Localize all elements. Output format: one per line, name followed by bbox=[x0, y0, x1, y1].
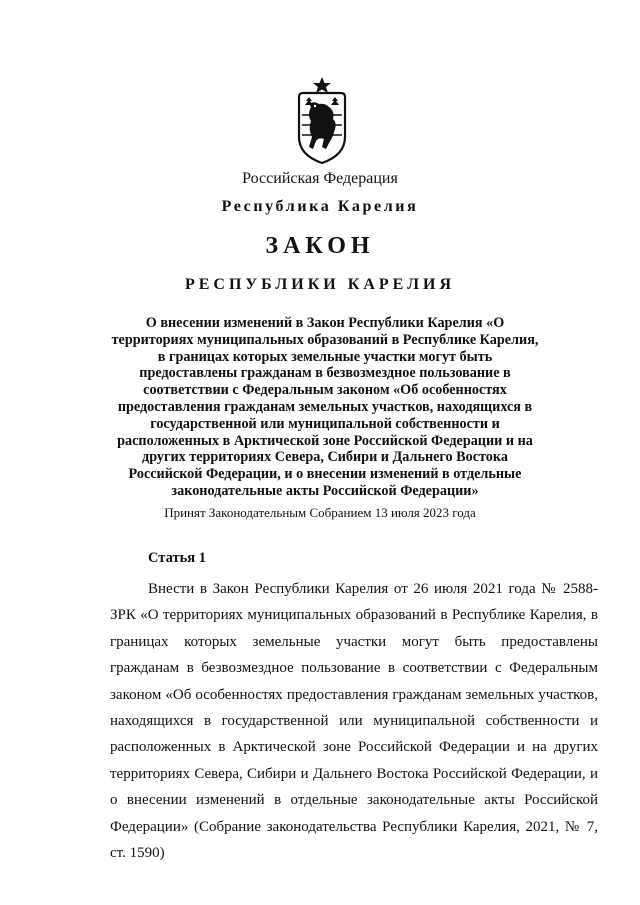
karelia-coat-of-arms-icon bbox=[293, 75, 351, 165]
article-1-text: Внести в Закон Республики Карелия от 26 июля 2021 года № 2588-ЗРК «О территориях муниципальных образований в Республике Карелия, в границах которых земельные участки могут быть предоставлены гражданам в безвозмездное пользование в соответствии с Федеральным законом «Об особенностях предоставления гражданам земельных участков, находящихся в государственной или муниципальной собственности и расположенных в Арктической зоне Российской Федерации и на других территориях Севера, Сибири и Дальнего Востока Российской Федерации, и о внесении изменений в отдельные законодательные акты Российской Федерации» (Собрание законодательства Республики Карелия, 2021, № 7, ст. 1590) bbox=[110, 581, 598, 862]
law-title: О внесении изменений в Закон Республики Карелия «О территориях муниципальных образований в Республике Карелия, в границах которых земельные участки могут быть предоставлены гражданам в безвозмездное пользование в соответствии с Федеральным законом «Об особенностях предоставления гражданам земельных участков, находящихся в государственной или муниципальной собственности и расположенных в Арктической зоне Российской Федерации и на других территориях Севера, Сибири и Дальнего Востока Российской Федерации, и о внесении изменений в отдельные законодательные акты Российской Федерации» bbox=[111, 315, 539, 499]
adoption-note: Принят Законодательным Собранием 13 июля 2023 года bbox=[164, 505, 476, 520]
document-type: ЗАКОН bbox=[265, 233, 375, 259]
republic-name: Республика Карелия bbox=[221, 198, 419, 215]
document-issuer: РЕСПУБЛИКИ КАРЕЛИЯ bbox=[184, 276, 456, 293]
country-name: Российская Федерация bbox=[242, 170, 398, 187]
article-1-heading: Статья 1 bbox=[148, 550, 206, 566]
